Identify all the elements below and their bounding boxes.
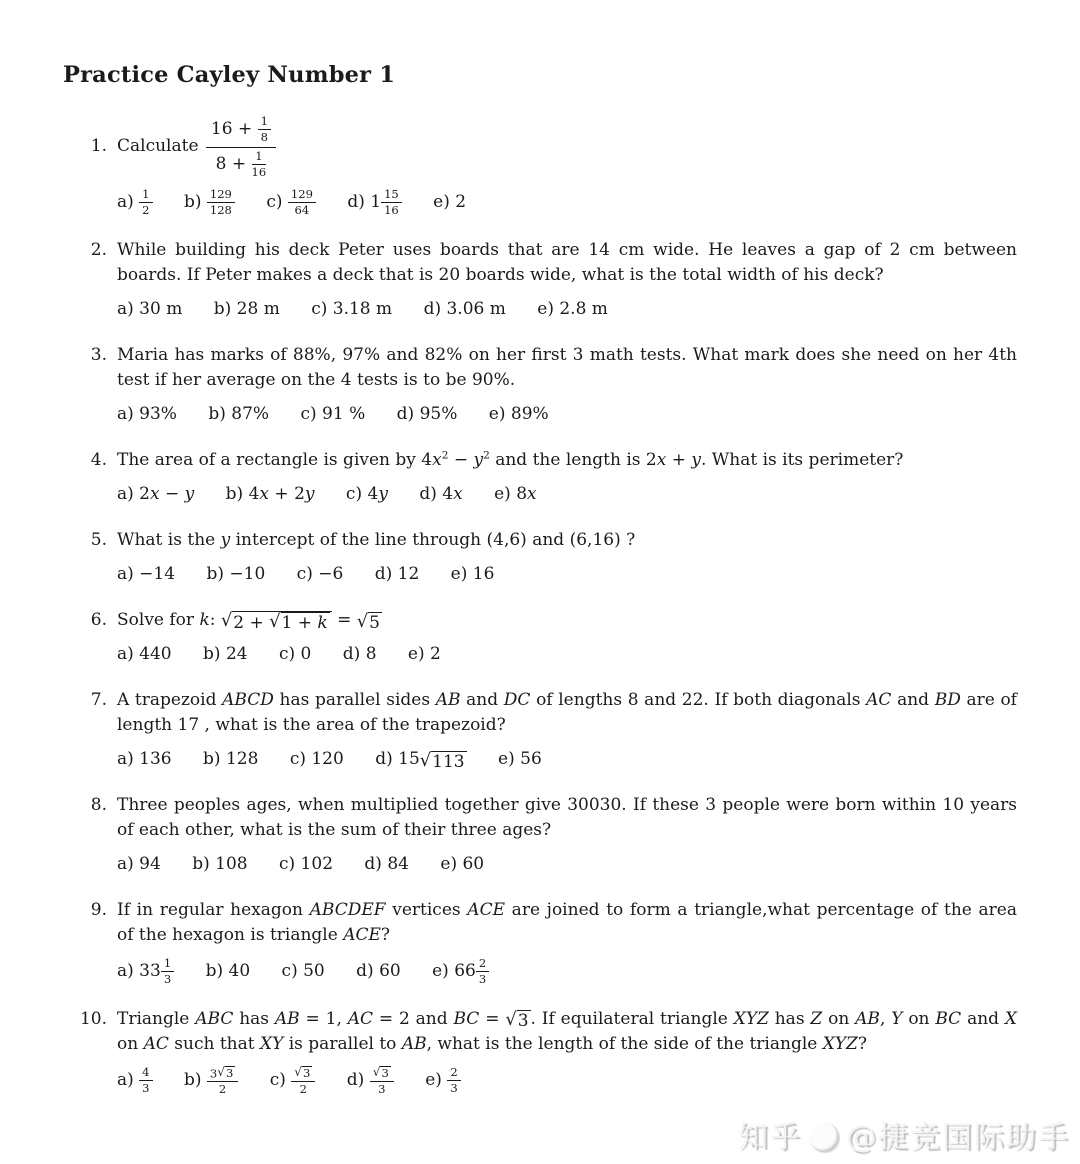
option-d: d) 60 [356,960,401,981]
page-title: Practice Cayley Number 1 [63,62,396,88]
option-a: a) 33 $\frac{1}{3}$ [117,961,174,981]
option-e: e) 2 [433,191,467,212]
question-text [90,793,1017,843]
option-e: e) 66 $\frac{2}{3}$ [432,961,489,981]
question-number: 2. [90,239,107,260]
question-stem: If in regular hexagon ABCDEF vertices ACE are joined to form a triangle,what percentage of the area of the hexagon is triangle ACE? [117,899,1017,945]
option-c: c) 0 [279,643,312,664]
question-stem: Solve for k: √ 2 + √ 1 + k = √ 5 [117,609,380,633]
question-text [90,898,1017,948]
option-d: d) 1 $\frac{15}{16}$ [347,192,401,212]
question-9 [90,898,1017,986]
question-number: 6. [90,609,107,630]
options-row [117,562,1017,587]
options-row [117,1066,1017,1097]
option-b: b) 40 [205,960,251,981]
question-2 [90,238,1017,322]
question-5 [90,528,1017,587]
option-d: d) 12 [374,563,420,584]
option-d: d) 4x [419,483,463,504]
zhihu-logo-text: 知乎 [738,1119,802,1155]
option-c: c) 120 [289,748,344,769]
question-text [90,343,1017,393]
option-a: a) 30 m [117,298,183,319]
option-e: e) $\frac{2}{3}$ [425,1070,460,1090]
option-c: c) 4y [345,483,388,504]
option-e: e) 16 [450,563,495,584]
option-e: e) 2.8 m [537,298,608,319]
question-text [90,238,1017,288]
option-a: a) $\frac{4}{3}$ [117,1070,153,1090]
option-b: b) $\frac{129}{128}$ [184,192,235,212]
option-b: b) 4x + 2y [225,483,315,504]
option-b: b) 28 m [213,298,280,319]
question-number: 3. [90,344,107,365]
option-e: e) 56 [498,748,542,769]
option-e: e) 60 [440,853,485,874]
option-b: b) 3 √ 3 2 [184,1070,238,1090]
options-row [117,188,1017,217]
question-6 [90,608,1017,667]
question-text [90,528,1017,553]
question-8 [90,793,1017,877]
zhihu-watermark [738,1119,1070,1155]
option-d: d) 84 [364,853,409,874]
options-row [117,297,1017,322]
question-stem: Maria has marks of 88%, 97% and 82% on her first 3 math tests. What mark does she need on her 4th test if her average on the 4 tests is to be 90%. [117,344,1017,390]
option-b: b) 108 [192,853,248,874]
option-a: a) 440 [117,643,172,664]
question-stem: Triangle ABC has AB = 1, AC = 2 and BC = √ 3 . If equilateral triangle XYZ has Z on AB, Y on BC and X on AC such that XY is parallel to AB, what is the length of the side of the triangle XYZ? [117,1008,1018,1054]
option-c: c) 91 % [300,403,366,424]
question-text [90,688,1017,738]
question-10 [79,1007,1018,1097]
option-d: d) 15 √ 113 [375,748,465,772]
question-number: 10. [79,1008,107,1029]
question-stem: What is the y intercept of the line through (4,6) and (6,16) ? [117,529,636,550]
options-row [117,482,1017,507]
option-c: c) 3.18 m [311,298,393,319]
options-row [117,747,1017,772]
option-e: e) 2 [407,643,441,664]
option-b: b) 87% [208,403,270,424]
option-c: c) 50 [281,960,325,981]
question-number: 4. [90,449,107,470]
option-d: d) 95% [396,403,458,424]
question-1 [90,114,1017,217]
question-stem: The area of a rectangle is given by $4x^2 - y^2$ and the length is 2x + y. What is its perimeter? [117,449,904,470]
option-a: a) 136 [117,748,172,769]
option-c: c) −6 [296,563,344,584]
option-a: a) 94 [117,853,161,874]
option-b: b) −10 [206,563,266,584]
question-text [90,114,1017,179]
question-3 [90,343,1017,427]
question-number: 9. [90,899,107,920]
zhihu-mascot-icon [809,1122,839,1152]
question-stem: Calculate 16 + $\frac{1}{8}$ 8 + $\frac{1}{16}$ [117,136,278,156]
option-e: e) 8x [494,483,537,504]
option-a: a) −14 [117,563,176,584]
options-row [117,852,1017,877]
question-4 [90,448,1017,507]
question-text [90,608,1017,633]
options-row [117,642,1017,667]
option-d: d) √ 3 3 [347,1070,394,1090]
option-b: b) 128 [203,748,259,769]
question-stem: Three peoples ages, when multiplied together give 30030. If these 3 people were born within 10 years of each other, what is the sum of their three ages? [117,794,1017,840]
question-number: 7. [90,689,107,710]
option-a: a) 93% [117,403,177,424]
question-number: 8. [90,794,107,815]
option-b: b) 24 [203,643,248,664]
option-a: a) $\frac{1}{2}$ [117,192,153,212]
option-c: c) √ 3 2 [270,1070,316,1090]
option-e: e) 89% [488,403,549,424]
question-stem: A trapezoid ABCD has parallel sides AB and DC of lengths 8 and 22. If both diagonals AC and BD are of length 17 , what is the area of the trapezoid? [117,689,1017,735]
option-c: c) 102 [279,853,334,874]
options-row [117,402,1017,427]
option-c: c) $\frac{129}{64}$ [266,192,316,212]
question-text [90,448,1017,473]
watermark-username: @捷竞国际助手 [846,1119,1070,1155]
options-row [117,957,1017,986]
question-number: 5. [90,529,107,550]
question-number: 1. [90,135,107,156]
question-7 [90,688,1017,772]
option-d: d) 3.06 m [423,298,506,319]
option-d: d) 8 [342,643,377,664]
question-text [79,1007,1018,1057]
option-a: a) 2x − y [117,483,195,504]
question-stem: While building his deck Peter uses boards that are 14 cm wide. He leaves a gap of 2 cm between boards. If Peter makes a deck that is 20 boards wide, what is the total width of his deck? [117,239,1017,285]
